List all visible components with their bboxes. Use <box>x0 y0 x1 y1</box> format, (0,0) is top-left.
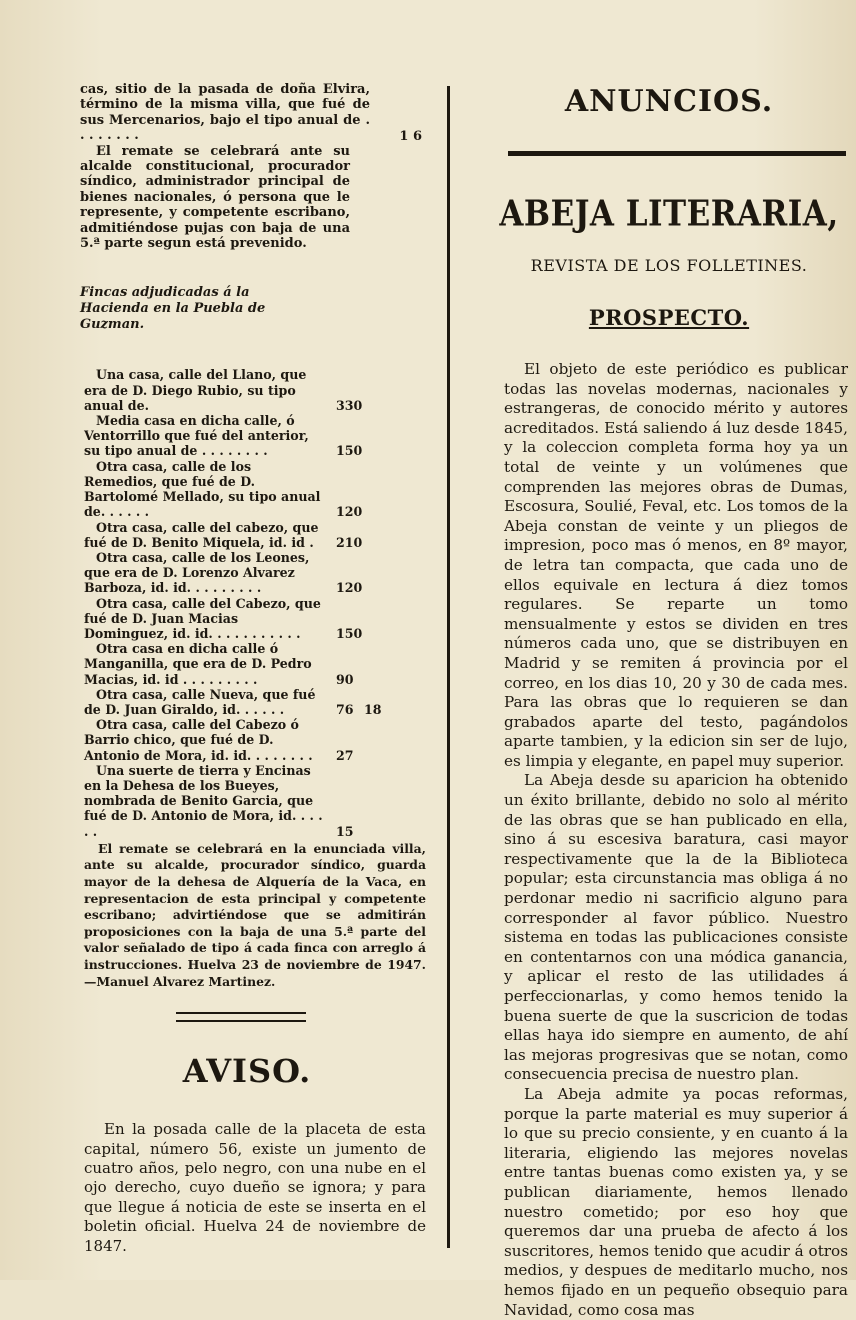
fincas-list <box>84 367 426 838</box>
fincas-title: Fincas adjudicadas á la Hacienda en la Puebla de Guzman. <box>80 285 266 333</box>
finca-entry: Otra casa, calle del cabezo, que fué de D. Benito Miquela, id. id . 210 <box>84 519 363 550</box>
intro-text: cas, sitio de la pasada de doña Elvira, término de la misma villa, que fué de sus Mercenarios, bajo el tipo anual de . . . . . . . . <box>80 82 370 144</box>
finca-entry: Otra casa, calle del Cabezo, que fué de D. Juan Macias Dominguez, id. id. . . . . . . . . . . 150 <box>84 595 363 641</box>
remate-first: El remate se celebrará ante su alcalde constitucional, procurador síndico, administrador principal de bienes nacionales, ó persona que le represente, y competente escribano, admitiéndose pujas con baja de una 5.ª parte segun está prevenido. <box>80 143 350 252</box>
finca-entry: Otra casa, calle del Cabezo ó Barrio chico, que fué de D. Antonio de Mora, id. id. . . . . . . . 27 <box>84 717 354 763</box>
prospecto-paragraph: La Abeja admite ya pocas reformas, porque la parte material es muy superior á lo que su precio consiente, y en cuanto á la literaria, eligiendo las mejores novelas entre tantas buenas como existen ya, y se publican diariamente, hemos llenado nuestro cometido; por eso hoy que queremos dar una prueba de afecto á los suscritores, hemos tenido que acudir á otros medios, y despues de meditarlo mucho, nos hemos fijado en un pequeño obsequio para Navidad, como cosa mas <box>504 1084 848 1319</box>
finca-entry: Otra casa, calle de los Leones, que era de D. Lorenzo Alvarez Barboza, id. id. . . . . . . . . 120 <box>84 549 363 596</box>
revista-subtitle: REVISTA DE LOS FOLLETINES. <box>530 256 808 275</box>
column-divider <box>447 86 450 1248</box>
finca-entry: Una casa, calle del Llano, que era de D. Diego Rubio, su tipo anual de. 330 <box>84 367 363 413</box>
abeja-title: ABEJA LITERARIA, <box>499 193 839 235</box>
finca-entry: Otra casa en dicha calle ó Manganilla, que era de D. Pedro Macias, id. id . . . . . . . . . 90 <box>84 641 354 687</box>
prospecto-paragraph: La Abeja desde su aparicion ha obtenido un éxito brillante, debido no solo al mérito de las obras que se han publicado en ella, sino á su escesiva baratura, casi mayor respectivamente que la de la Biblioteca popular; esta circunstancia mas obliga á no perdonar medio ni sacrificio alguno para corresponder al favor público. Nuestro sistema en todas las publicaciones consiste en contentarnos con una módica ganancia, y aplicar el resto de las utilidades á perfeccionarlas, y como hemos tenido la buena suerte de que la suscricion de todas ellas haya ido siempre en aumento, de ahí las mejoras progresivas que se notan, como consecuencia precisa de nuestro plan. <box>504 771 848 1084</box>
intro-amount: 1 6 <box>399 128 422 144</box>
finca-entry: Otra casa, calle Nueva, que fué de D. Juan Giraldo, id. . . . . . 76 18 <box>84 686 382 717</box>
finca-entry: Otra casa, calle de los Remedios, que fué de D. Bartolomé Mellado, su tipo anual de. . . . . . 120 <box>84 458 363 520</box>
aviso-title: AVISO. <box>182 1052 312 1091</box>
right-column <box>490 82 848 1320</box>
remate-second: El remate se celebrará en la enunciada villa, ante su alcalde, procurador síndico, guarda mayor de la dehesa de Alquería de la Vaca, en representacion de esta principal y competente escribano; advirtiéndose que se admitirán proposiciones con la baja de una 5.ª parte del valor señalado de tipo á cada finca con arreglo á instrucciones. Huelva 23 de noviembre de 1947.—Manuel Alvarez Martinez. <box>84 840 426 989</box>
prospecto-paragraph: El objeto de este periódico es publicar todas las novelas modernas, nacionales y estrangeras, de conocido mérito y autores acreditados. Está saliendo á luz desde 1845, y la coleccion completa forma hoy ya un total de veinte y un volúmenes que comprenden las mejores obras de Dumas, Escosura, Soulié, Feval, etc. Los tomos de la Abeja constan de veinte y un pliegos de impresion, poco mas ó menos, en 8º mayor, de letra tan compacta, que cada uno de ellos equivale en lectura á diez tomos regulares. Se reparte un tomo mensualmente y estos se dividen en tres números cada uno, que se distribuyen en Madrid y se remiten á provincia por el correo, en los dias 10, 20 y 30 de cada mes. Para las obras que lo requieren se dan grabados aparte del testo, pagándolos aparte tambien, y la edicion sin ser de lujo, es limpia y elegante, en papel muy superior. <box>504 360 848 770</box>
thick-rule <box>508 151 846 156</box>
finca-entry: Media casa en dicha calle, ó Ventorrillo que fué del anterior, su tipo anual de . . . . . . . . 150 <box>84 413 363 459</box>
anuncios-heading: ANUNCIOS. <box>564 84 774 119</box>
aviso-text: En la posada calle de la placeta de esta capital, número 56, existe un jumento de cuatro años, pelo negro, con una nube en el ojo derecho, cuyo dueño se ignora; y para que llegue á noticia de este se inserta en el boletin oficial. Huelva 24 de noviembre de 1847. <box>84 1120 426 1255</box>
separator-rule <box>176 1012 306 1022</box>
finca-entry: Una suerte de tierra y Encinas en la Dehesa de los Bueyes, nombrada de Benito Garcia, que fué de D. Antonio de Mora, id. . . . . . 15 <box>84 762 354 839</box>
prospecto-heading: PROSPECTO. <box>588 305 750 330</box>
left-column <box>68 82 426 1256</box>
intro-entry <box>68 82 426 144</box>
